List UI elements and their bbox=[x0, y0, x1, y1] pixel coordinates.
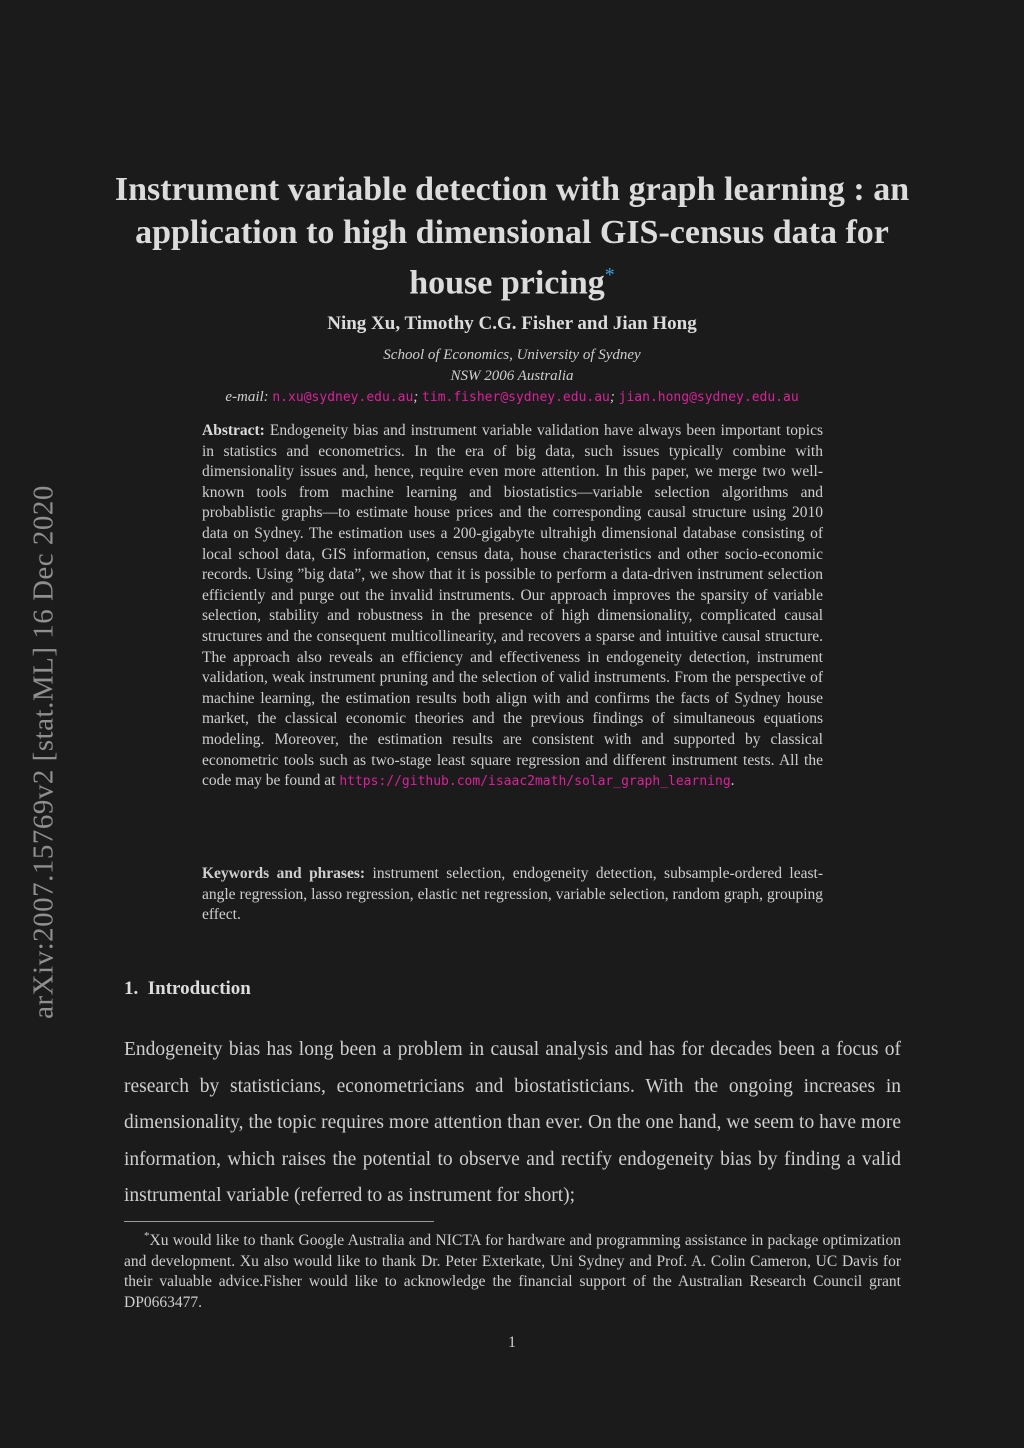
email-separator: ; bbox=[609, 389, 615, 405]
code-repository-link[interactable]: https://github.com/isaac2math/solar_graph_learning bbox=[339, 774, 731, 790]
footnote-rule bbox=[124, 1221, 434, 1222]
abstract-label: Abstract: bbox=[202, 422, 265, 439]
abstract-text: Endogeneity bias and instrument variable validation have always been important topics in statistics and econometrics. In the era of big data, such issues typically combine with dimensionality issues and, hence, require even more attention. In this paper, we merge two well-known tools from machine learning and biostatistics—variable selection algorithms and probablistic graphs—to estimate house prices and the corresponding causal structure using 2010 data on Sydney. The estimation uses a 200-gigabyte ultrahigh dimensional database consisting of local school data, GIS information, census data, house characteristics and other socio-economic records. Using ”big data”, we show that it is possible to perform a data-driven instrument selection efficiently and purge out the invalid instruments. Our approach improves the sparsity of variable selection, stability and robustness in the presence of high dimensionality, complicated causal structures and the consequent multicollinearity, and recovers a sparse and intuitive causal structure. The approach also reveals an efficiency and effectiveness in endogeneity detection, instrument validation, weak instrument pruning and the selection of valid instruments. From the perspective of machine learning, the estimation results both align with and confirms the facts of Sydney house market, the classical economic theories and the previous findings of simultaneous equations modeling. Moreover, the estimation results are consistent with and supported by classical econometric tools such as two-stage least square regression and different instrument tests. All the code may be found at bbox=[202, 422, 823, 790]
abstract bbox=[202, 421, 823, 793]
paper-title bbox=[110, 168, 914, 304]
author-list: Ning Xu, Timothy C.G. Fisher and Jian Hong bbox=[327, 313, 697, 334]
title-text: Instrument variable detection with graph learning : an application to high dimensional GIS-census data for house pricing bbox=[114, 171, 910, 302]
keywords-text: instrument selection, endogeneity detection, subsample-ordered least-angle regression, lasso regression, elastic net regression, variable selection, random graph, grouping effect. bbox=[202, 865, 823, 924]
affiliation-line: NSW 2006 Australia bbox=[450, 368, 574, 384]
introduction-paragraph: Endogeneity bias has long been a problem in causal analysis and has for decades been a focus of research by statisticians, econometricians and biostatisticians. With the ongoing increases in dimensionality, the topic requires more attention than ever. On the one hand, we seem to have more information, which raises the potential to observe and rectify endogeneity bias by finding a valid instrumental variable (referred to as instrument for short); bbox=[124, 1039, 901, 1206]
email-link[interactable]: tim.fisher@sydney.edu.au bbox=[422, 390, 610, 405]
email-label: e-mail: bbox=[225, 389, 269, 405]
email-link[interactable]: jian.hong@sydney.edu.au bbox=[618, 390, 799, 405]
page-number: 1 bbox=[508, 1334, 516, 1351]
section-number: 1. bbox=[124, 978, 139, 999]
affiliation-line: School of Economics, University of Sydney bbox=[383, 347, 641, 363]
keywords bbox=[202, 864, 823, 926]
keywords-label: Keywords and phrases: bbox=[202, 865, 366, 882]
abstract-end: . bbox=[730, 772, 735, 790]
arxiv-identifier: arXiv:2007.15769v2 [stat.ML] 16 Dec 2020 bbox=[27, 485, 60, 1019]
title-footnote-mark[interactable]: * bbox=[604, 264, 615, 286]
email-link[interactable]: n.xu@sydney.edu.au bbox=[272, 390, 414, 405]
footnote-text: Xu would like to thank Google Australia and NICTA for hardware and programming assistance in package optimization and development. Xu also would like to thank Dr. Peter Exterkate, Uni Sydney and Prof. A. Colin Cameron, UC Davis for their valuable advice.Fisher would like to acknowledge the financial support of the Australian Research Council grant DP0663477. bbox=[124, 1232, 901, 1311]
footnote bbox=[124, 1226, 901, 1313]
email-line bbox=[0, 389, 1024, 406]
footnote-mark: * bbox=[144, 1230, 150, 1242]
section-heading bbox=[124, 978, 251, 1000]
section-title: Introduction bbox=[147, 978, 251, 999]
email-separator: ; bbox=[413, 389, 419, 405]
